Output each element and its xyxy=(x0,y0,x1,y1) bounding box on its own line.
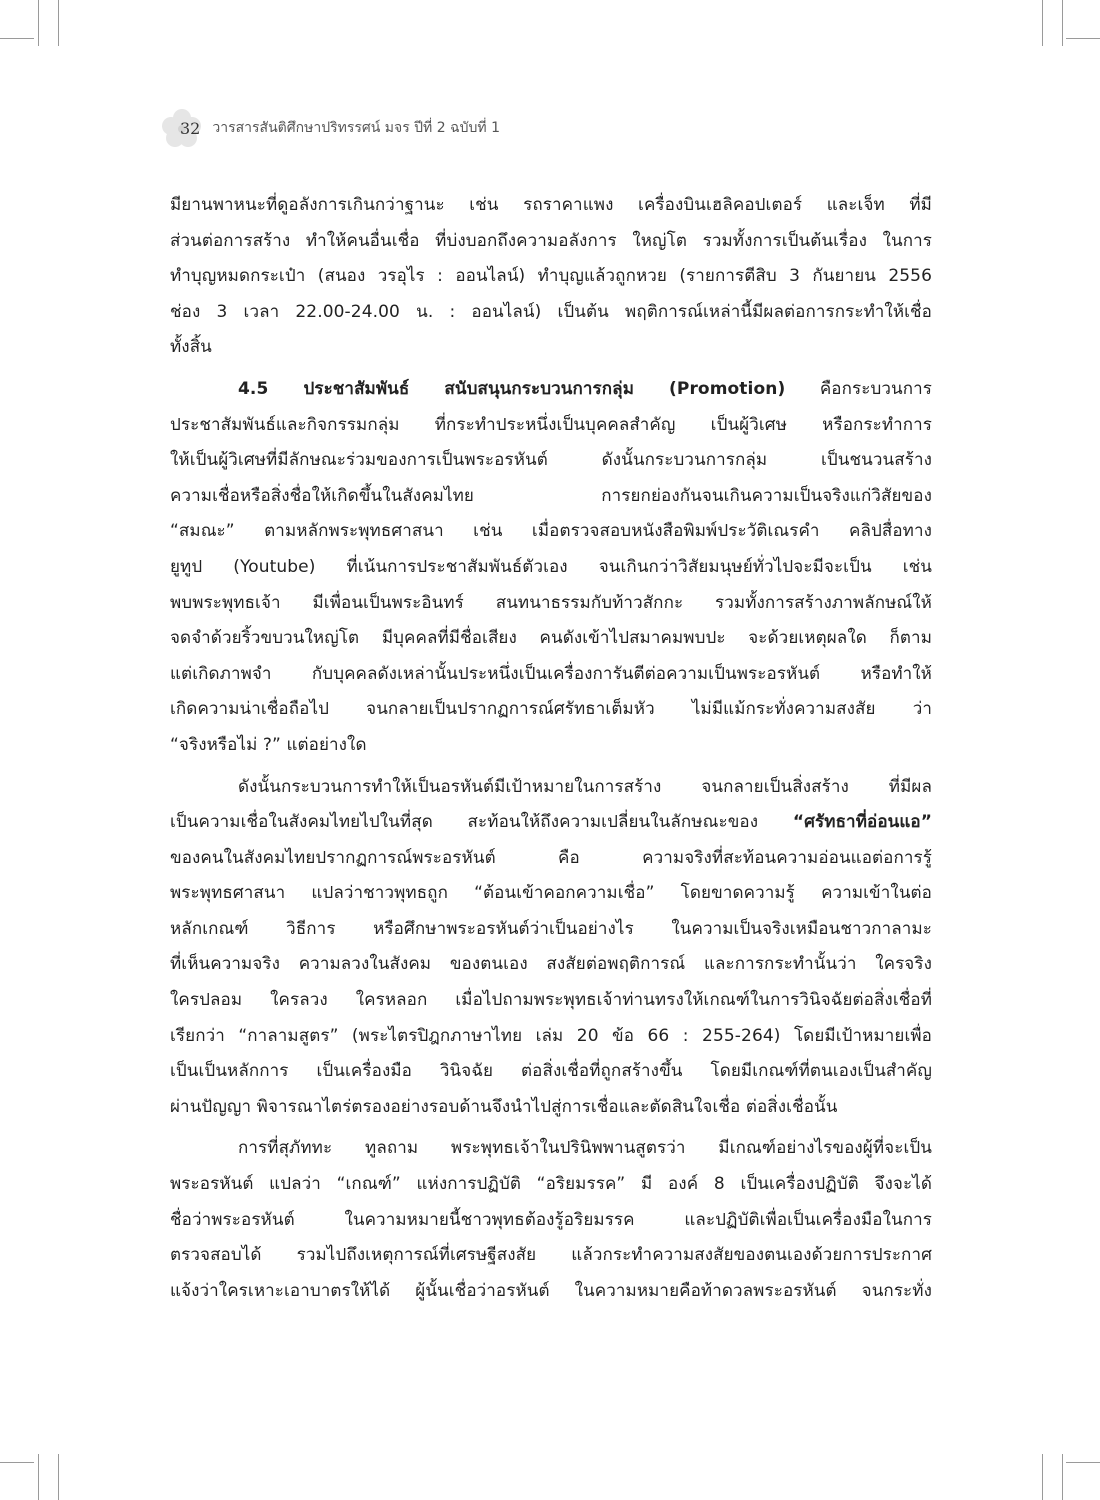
text-line: ที่เห็นความจริง ความลวงในสังคม ของตนเอง สงสัยต่อพฤติการณ์ และการกระทำนั้นว่า ใครจริง xyxy=(170,954,932,975)
text-line: ยูทูป (Youtube) ที่เน้นการประชาสัมพันธ์ตัวเอง จนเกินกว่าวิสัยมนุษย์ทั่วไปจะมีจะเป็น เช่น xyxy=(170,556,932,577)
text-line: จดจำด้วยริ้วขบวนใหญ่โต มีบุคคลที่มีชื่อเสียง คนดังเข้าไปสมาคมพบปะ จะด้วยเหตุผลใด ก็ตาม xyxy=(170,628,932,649)
text-line: พบพระพุทธเจ้า มีเพื่อนเป็นพระอินทร์ สนทนาธรรมกับท้าวสักกะ รวมทั้งการสร้างภาพลักษณ์ให้ xyxy=(170,592,932,613)
text-line: ตรวจสอบได้ รวมไปถึงเหตุการณ์ที่เศรษฐีสงสัย แล้วกระทำความสงสัยของตนเองด้วยการประกาศ xyxy=(170,1245,932,1266)
text-line: มียานพาหนะที่ดูอลังการเกินกว่าฐานะ เช่น รถราคาแพง เครื่องบินเฮลิคอปเตอร์ และเจ็ท ที่มี xyxy=(170,195,932,215)
section-heading: 4.5 ประชาสัมพันธ์ สนับสนุนกระบวนการกลุ่ม (Promotion) xyxy=(238,378,786,399)
paragraph xyxy=(170,188,932,366)
crop-mark xyxy=(1062,1454,1063,1500)
body-text xyxy=(170,188,932,1309)
text-line: ทำบุญหมดกระเป๋า (สนอง วรอุไร : ออนไลน์) ทำบุญแล้วถูกหวย (รายการตีสิบ 3 กันยายน 2556 xyxy=(170,266,932,287)
journal-title: วารสารสันติศึกษาปริทรรศน์ มจร ปีที่ 2 ฉบับที่ 1 xyxy=(212,120,500,136)
text-line: ช่อง 3 เวลา 22.00-24.00 น. : ออนไลน์) เป็นต้น พฤติการณ์เหล่านี้มีผลต่อการกระทำให้เชื่อ xyxy=(170,301,932,322)
text-line: เรียกว่า “กาลามสูตร” (พระไตรปิฎกภาษาไทย เล่ม 20 ข้อ 66 : 255-264) โดยมีเป้าหมายเพื่อ xyxy=(170,1025,932,1046)
running-header xyxy=(170,116,500,140)
text-line: เกิดความน่าเชื่อถือไป จนกลายเป็นปรากฏการณ์ศรัทธาเต็มหัว ไม่มีแม้กระทั่งความสงสัย ว่า xyxy=(170,699,932,720)
text-line: ความเชื่อหรือสิ่งชื่อให้เกิดขึ้นในสังคมไทย การยกย่องกันจนเกินความเป็นจริงแก่วิสัยของ xyxy=(170,485,932,506)
page-number: 32 xyxy=(180,118,201,138)
text-line: ให้เป็นผู้วิเศษที่มีลักษณะร่วมของการเป็นพระอรหันต์ ดังนั้นกระบวนการกลุ่ม เป็นชนวนสร้าง xyxy=(170,450,932,471)
paragraph xyxy=(170,770,932,1126)
text-line: พระพุทธศาสนา แปลว่าชาวพุทธถูก “ต้อนเข้าคอกความเชื่อ” โดยขาดความรู้ ความเข้าในต่อ xyxy=(170,883,932,904)
emphasis-text: “ศรัทธาที่อ่อนแอ” xyxy=(792,812,932,833)
text-line xyxy=(170,372,932,408)
crop-mark xyxy=(1066,1462,1100,1463)
text-line: การที่สุภัททะ ทูลถาม พระพุทธเจ้าในปรินิพพานสูตรว่า มีเกณฑ์อย่างไรของผู้ที่จะเป็น xyxy=(238,1138,932,1159)
crop-mark xyxy=(1066,38,1100,39)
text-line: แจ้งว่าใครเหาะเอาบาตรให้ได้ ผู้นั้นเชื่อว่าอรหันต์ ในความหมายคือท้าดวลพระอรหันต์ จนกระทั่ง xyxy=(170,1280,932,1301)
text-line: ชื่อว่าพระอรหันต์ ในความหมายนี้ชาวพุทธต้องรู้อริยมรรค และปฏิบัติเพื่อเป็นเครื่องมือในการ xyxy=(170,1209,932,1230)
text-line: ใครปลอม ใครลวง ใครหลอก เมื่อไปถามพระพุทธเจ้าท่านทรงให้เกณฑ์ในการวินิจฉัยต่อสิ่งเชื่อที่ xyxy=(170,990,932,1011)
text-line: หลักเกณฑ์ วิธีการ หรือศึกษาพระอรหันต์ว่าเป็นอย่างไร ในความเป็นจริงเหมือนชาวกาลามะ xyxy=(170,918,932,939)
text-line xyxy=(170,805,932,841)
crop-mark xyxy=(1042,1454,1043,1500)
text-line: ส่วนต่อการสร้าง ทำให้คนอื่นเชื่อ ที่บ่งบอกถึงความอลังการ ใหญ่โต รวมทั้งการเป็นต้นเรื่อง ในการ xyxy=(170,230,932,251)
crop-mark xyxy=(0,1462,34,1463)
text-run: คือกระบวนการ xyxy=(785,378,932,399)
text-line: เป็นเป็นหลักการ เป็นเครื่องมือ วินิจฉัย ต่อสิ่งเชื่อที่ถูกสร้างขึ้น โดยมีเกณฑ์ที่ตนเองเป็นสำคัญ xyxy=(170,1061,932,1082)
text-line: ประชาสัมพันธ์และกิจกรรมกลุ่ม ที่กระทำประหนึ่งเป็นบุคคลสำคัญ เป็นผู้วิเศษ หรือกระทำการ xyxy=(170,414,932,435)
crop-mark xyxy=(1042,0,1043,46)
text-line: ทั้งสิ้น xyxy=(170,337,212,358)
crop-mark xyxy=(58,1454,59,1500)
text-line: ผ่านปัญญา พิจารณาไตร่ตรองอย่างรอบด้านจึงนำไปสู่การเชื่อและตัดสินใจเชื่อ ต่อสิ่งเชื่อนั้น xyxy=(170,1096,838,1117)
paragraph-section-4-5 xyxy=(170,372,932,764)
text-line: ของคนในสังคมไทยปรากฏการณ์พระอรหันต์ คือ ความจริงที่สะท้อนความอ่อนแอต่อการรู้ xyxy=(170,847,932,868)
crop-mark xyxy=(38,0,39,46)
text-line: “สมณะ” ตามหลักพระพุทธศาสนา เช่น เมื่อตรวจสอบหนังสือพิมพ์ประวัติเณรคำ คลิปสื่อทาง xyxy=(170,521,932,542)
crop-mark xyxy=(38,1454,39,1500)
crop-mark xyxy=(58,0,59,46)
text-line: แต่เกิดภาพจำ กับบุคคลดังเหล่านั้นประหนึ่งเป็นเครื่องการันตีต่อความเป็นพระอรหันต์ หรือทำให้ xyxy=(170,663,932,684)
text-line: พระอรหันต์ แปลว่า “เกณฑ์” แห่งการปฏิบัติ “อริยมรรค” มี องค์ 8 เป็นเครื่องปฏิบัติ จึงจะได้ xyxy=(170,1174,932,1195)
crop-mark xyxy=(0,38,34,39)
paragraph xyxy=(170,1131,932,1309)
crop-mark xyxy=(1062,0,1063,46)
text-run: เป็นความเชื่อในสังคมไทยไปในที่สุด สะท้อนให้ถึงความเปลี่ยนในลักษณะของ xyxy=(170,812,793,833)
text-line: “จริงหรือไม่ ?” แต่อย่างใด xyxy=(170,734,367,755)
text-line: ดังนั้นกระบวนการทำให้เป็นอรหันต์มีเป้าหมายในการสร้าง จนกลายเป็นสิ่งสร้าง ที่มีผล xyxy=(238,776,932,797)
